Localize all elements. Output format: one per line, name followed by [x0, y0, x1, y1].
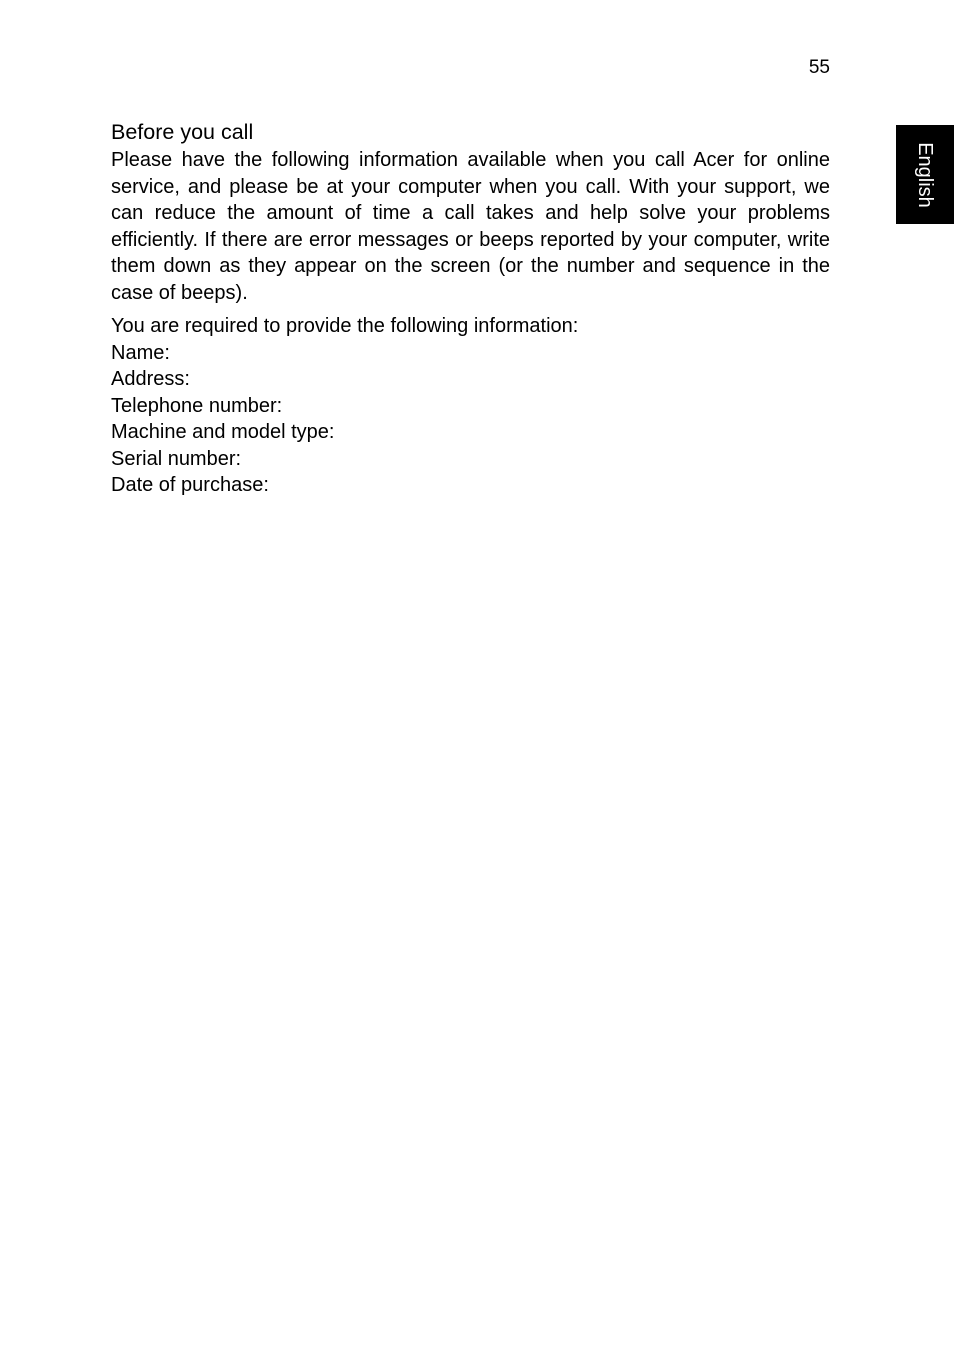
language-tab	[896, 125, 954, 224]
info-field-telephone: Telephone number:	[111, 394, 283, 417]
content-body	[111, 118, 830, 499]
required-info-list	[111, 340, 830, 499]
info-field-address: Address:	[111, 368, 190, 390]
language-tab-label: English	[914, 141, 936, 208]
page-number: 55	[808, 57, 830, 78]
section-heading: Before you call	[111, 120, 254, 144]
info-field-serial-number: Serial number:	[111, 447, 242, 470]
intro-paragraph: Please have the following information available when you call Acer for online service, and please be at your computer when you call. With your support, we can reduce the amount of time a call takes and help solve your problems efficiently. If there are error messages or beeps reported by your computer, write them down as they appear on the screen (or the number and sequence in the case of beeps).	[111, 149, 830, 304]
info-field-name: Name:	[111, 341, 170, 364]
info-field-purchase-date: Date of purchase:	[111, 474, 269, 496]
required-info-intro: You are required to provide the following information:	[111, 315, 579, 337]
info-field-machine-model: Machine and model type:	[111, 421, 335, 443]
